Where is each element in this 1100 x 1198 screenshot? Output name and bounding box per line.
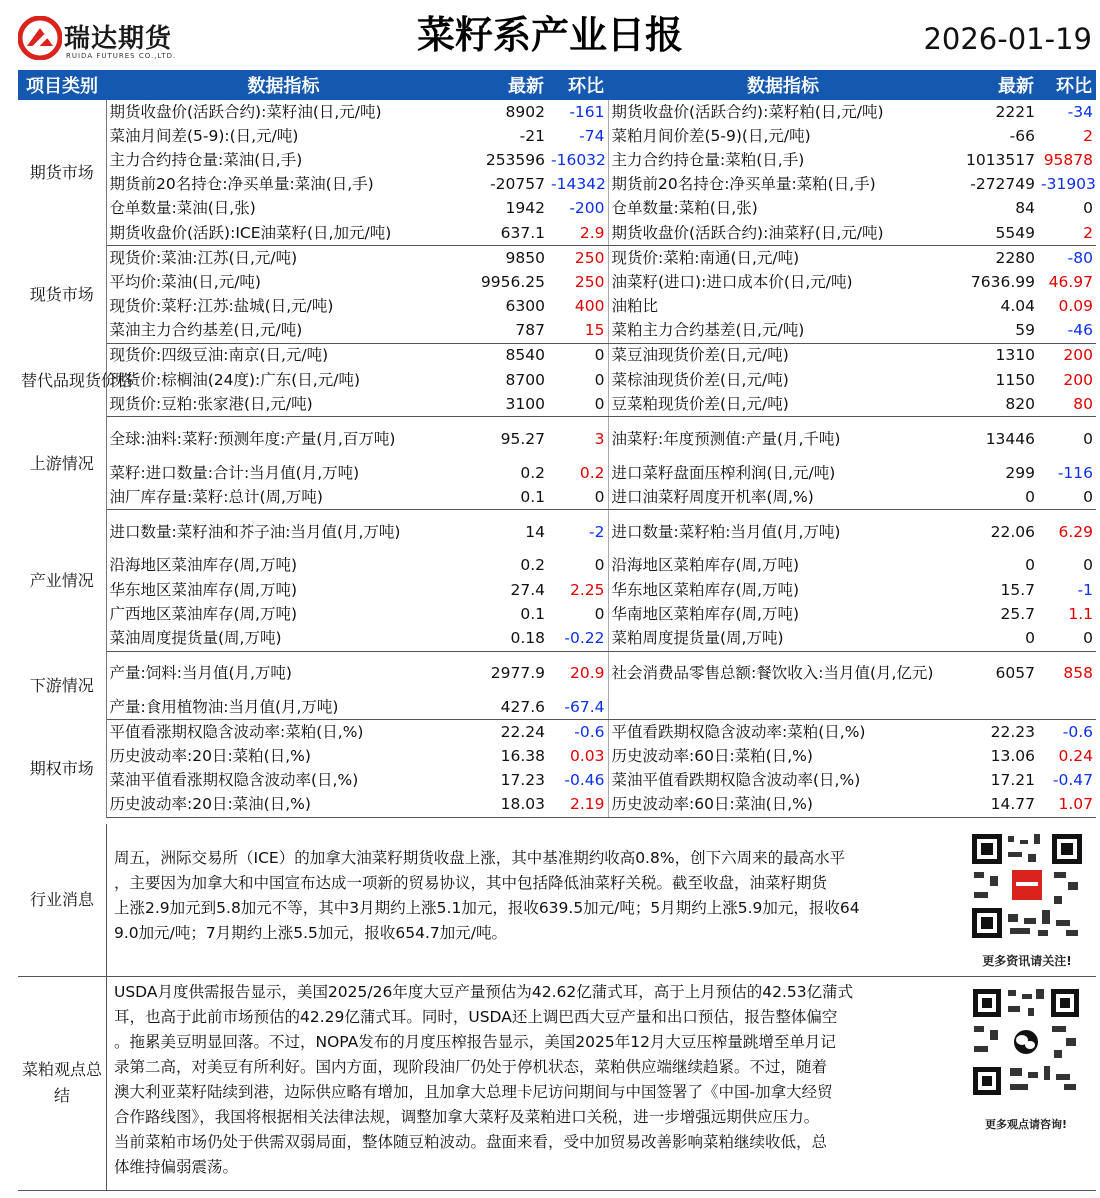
latest-left-cell: 8700 (505, 370, 545, 389)
indicator-left-cell: 期货前20名持仓:净买单量:菜油(日,手) (109, 175, 374, 194)
latest-left-cell: 17.23 (500, 771, 545, 790)
latest-left-cell: 2977.9 (490, 663, 545, 682)
qr-code-icon (968, 830, 1086, 942)
indicator-right-cell: 菜棕油现货价差(日,元/吨) (611, 370, 789, 389)
latest-right-cell: 14.77 (958, 793, 1038, 818)
text-line: 耳，也高于此前市场预估的42.29亿蒲式耳。同时，USDA还上调巴西大豆产量和出口预估，报告整体偏空 (114, 1008, 838, 1026)
indicator-left-cell: 菜籽:进口数量:合计:当月值(月,万吨) (109, 463, 360, 482)
change-right-cell: 0.24 (1058, 747, 1093, 766)
table-row (18, 578, 1096, 602)
change-left-cell: -161 (548, 100, 608, 124)
change-left-cell: 2.19 (548, 793, 608, 818)
change-left-cell: -0.46 (548, 769, 608, 793)
text-line: 。拖累美豆明显回落。不过，NOPA发布的月度压榨报告显示，美国2025年12月大豆压榨量跳增至单月记 (114, 1033, 836, 1051)
latest-left-cell: 27.4 (510, 580, 545, 599)
table-row (18, 554, 1096, 578)
change-left-cell: -14342 (548, 173, 608, 197)
indicator-right-cell: 进口油菜籽周度开机率(周,%) (608, 485, 958, 510)
change-right-cell: 200 (1063, 346, 1093, 365)
change-right-cell: 0 (1038, 485, 1096, 510)
change-right-cell (1038, 695, 1096, 720)
indicator-left-cell: 现货价:菜油:江苏(日,元/吨) (109, 248, 298, 267)
category-cell: 替代品现货价格 (18, 343, 106, 417)
change-left-cell: -0.22 (548, 626, 608, 651)
category-cell: 下游情况 (18, 651, 106, 720)
table-row (18, 417, 1096, 461)
latest-right-cell: 1310 (995, 346, 1035, 365)
change-right-cell: 0 (1083, 556, 1093, 575)
change-left-cell: 0 (548, 602, 608, 626)
latest-left-cell: 9850 (505, 248, 545, 267)
indicator-left-cell: 历史波动率:20日:菜油(日,%) (106, 793, 461, 818)
news-qr-caption: 更多资讯请关注! (982, 954, 1072, 968)
change-right-cell: 0 (1083, 429, 1093, 448)
latest-left-cell: 0.1 (461, 485, 548, 510)
news-text (114, 846, 860, 946)
indicator-left-cell: 产量:食用植物油:当月值(月,万吨) (106, 695, 461, 720)
text-line: 周五，洲际交易所（ICE）的加拿大油菜籽期货收盘上涨，其中基准期约收高0.8%，创下六周来的最高水平 (114, 849, 846, 867)
latest-left-cell: 6300 (505, 297, 545, 316)
view-text (114, 980, 853, 1180)
indicator-right-cell: 菜粕月间价差(5-9)(日,元/吨) (611, 126, 811, 145)
change-left-cell: 0 (548, 368, 608, 392)
change-right-cell: 0 (1038, 626, 1096, 651)
latest-left-cell: 427.6 (461, 695, 548, 720)
text-line: 澳大利亚菜籽陆续到港，边际供应略有增加，且加拿大总理卡尼访问期间与中国签署了《中国-加拿大经贸 (114, 1083, 833, 1101)
indicator-left-cell: 菜油周度提货量(周,万吨) (106, 626, 461, 651)
indicator-left-cell: 仓单数量:菜油(日,张) (109, 199, 256, 218)
latest-left-cell: 253596 (485, 150, 545, 169)
text-line: 合作路线图》，我国将根据相关法律法规，调整加拿大菜籽及菜粕进口关税，进一步增强远期供应压力。 (114, 1108, 820, 1126)
table-row (18, 461, 1096, 485)
table-row (18, 485, 1096, 510)
latest-left-cell: 0.18 (461, 626, 548, 651)
table-row (18, 510, 1096, 554)
indicator-right-cell: 历史波动率:60日:菜油(日,%) (608, 793, 958, 818)
change-right-cell: -46 (1038, 319, 1096, 344)
table-row (18, 221, 1096, 246)
indicator-left-cell: 华东地区菜油库存(周,万吨) (109, 580, 298, 599)
change-left-cell: 20.9 (548, 651, 608, 695)
change-right-cell: 80 (1038, 392, 1096, 417)
indicator-right-cell: 油菜籽:年度预测值:产量(月,千吨) (611, 429, 841, 448)
indicator-left-cell: 油厂库存量:菜籽:总计(周,万吨) (106, 485, 461, 510)
logo-name: 瑞达期货 (64, 24, 173, 54)
change-left-cell: 2.25 (548, 578, 608, 602)
change-left-cell: 250 (548, 246, 608, 271)
indicator-right-cell: 社会消费品零售总额:餐饮收入:当月值(月,亿元) (611, 663, 934, 682)
change-right-cell: 2 (1083, 126, 1093, 145)
change-right-cell: -31903 (1041, 175, 1096, 194)
indicator-left-cell: 现货价:菜籽:江苏:盐城(日,元/吨) (109, 297, 334, 316)
category-cell: 现货市场 (18, 246, 106, 344)
indicator-left-cell: 全球:油料:菜籽:预测年度:产量(月,百万吨) (109, 429, 396, 448)
latest-right-cell: -66 (1009, 126, 1035, 145)
indicator-left-cell: 进口数量:菜籽油和芥子油:当月值(月,万吨) (109, 522, 401, 541)
latest-left-cell: 8902 (505, 102, 545, 121)
indicator-left-cell: 菜油主力合约基差(日,元/吨) (106, 319, 461, 344)
change-right-cell: 95878 (1043, 150, 1093, 169)
change-left-cell: 0.2 (548, 461, 608, 485)
indicator-right-cell: 沿海地区菜粕库存(周,万吨) (611, 556, 800, 575)
indicator-right-cell: 豆菜粕现货价差(日,元/吨) (608, 392, 958, 417)
view-qr-caption: 更多观点请咨询! (984, 1118, 1068, 1131)
change-left-cell: -200 (548, 197, 608, 221)
latest-right-cell (958, 695, 1038, 720)
report-header (0, 0, 1100, 68)
latest-right-cell: 25.7 (1000, 604, 1035, 623)
latest-left-cell: 1942 (505, 199, 545, 218)
indicator-right-cell: 期货收盘价(活跃合约):菜籽粕(日,元/吨) (611, 102, 884, 121)
indicator-right-cell (608, 695, 958, 720)
indicator-left-cell: 主力合约持仓量:菜油(日,手) (109, 150, 303, 169)
latest-left-cell: 14 (525, 522, 545, 541)
text-line: 9.0加元/吨；7月期约上涨5.5加元，报收654.7加元/吨。 (114, 924, 507, 942)
latest-right-cell: 1150 (995, 370, 1035, 389)
latest-right-cell: 59 (958, 319, 1038, 344)
table-row (18, 720, 1096, 745)
text-line: ，主要因为加拿大和中国宣布达成一项新的贸易协议，其中包括降低油菜籽关税。截至收盘，油菜籽期货 (114, 874, 828, 892)
table-row (18, 197, 1096, 221)
table-row (18, 602, 1096, 626)
table-row (18, 148, 1096, 172)
indicator-left-cell: 平均价:菜油(日,元/吨) (109, 272, 261, 291)
table-row (18, 626, 1096, 651)
change-right-cell: -34 (1067, 102, 1093, 121)
indicator-right-cell: 菜豆油现货价差(日,元/吨) (611, 346, 789, 365)
change-left-cell: 3 (548, 417, 608, 461)
indicator-left-cell: 期货收盘价(活跃合约):菜籽油(日,元/吨) (109, 102, 382, 121)
indicator-right-cell: 期货收盘价(活跃合约):油菜籽(日,元/吨) (608, 221, 958, 246)
change-left-cell: 0 (548, 343, 608, 368)
latest-left-cell: -21 (519, 126, 545, 145)
latest-right-cell: -272749 (970, 175, 1035, 194)
latest-right-cell: 7636.99 (970, 272, 1035, 291)
table-row (18, 368, 1096, 392)
latest-left-cell: 22.24 (500, 722, 545, 741)
latest-left-cell: 3100 (461, 392, 548, 417)
category-cell: 产业情况 (18, 510, 106, 651)
indicator-left-cell: 现货价:四级豆油:南京(日,元/吨) (109, 346, 329, 365)
change-left-cell: 0 (548, 485, 608, 510)
latest-right-cell: 0 (958, 626, 1038, 651)
change-left-cell: -16032 (548, 148, 608, 172)
latest-right-cell: 17.21 (990, 771, 1035, 790)
change-left-cell: -67.4 (548, 695, 608, 720)
text-line: 当前菜粕市场仍处于供需双弱局面，整体随豆粕波动。盘面来看，受中加贸易改善影响菜粕继续收低，总 (114, 1133, 828, 1151)
qr-code-icon (970, 986, 1082, 1098)
change-right-cell: 200 (1063, 370, 1093, 389)
latest-right-cell: 13446 (985, 429, 1035, 448)
latest-left-cell: 9956.25 (480, 272, 545, 291)
text-line: USDA月度供需报告显示，美国2025/26年度大豆产量预估为42.62亿蒲式耳，高于上月预估的42.53亿蒲式 (114, 983, 854, 1001)
indicator-left-cell: 菜油月间差(5-9):(日,元/吨) (109, 126, 299, 145)
indicator-left-cell: 广西地区菜油库存(周,万吨) (109, 604, 298, 623)
change-right-cell: 2 (1038, 221, 1096, 246)
meal-view-section (18, 976, 1096, 1191)
change-right-cell: 6.29 (1058, 522, 1093, 541)
change-left-cell: 400 (548, 295, 608, 319)
table-row (18, 769, 1096, 793)
table-row (18, 270, 1096, 294)
indicator-right-cell: 油粕比 (611, 297, 659, 316)
table-row (18, 295, 1096, 319)
table-row (18, 100, 1096, 124)
indicator-right-cell: 菜油平值看跌期权隐含波动率(日,%) (611, 771, 861, 790)
category-cell: 上游情况 (18, 417, 106, 510)
latest-right-cell: 820 (958, 392, 1038, 417)
text-line: 上涨2.9加元到5.8加元不等，其中3月期约上涨5.1加元，报收639.5加元/吨；5月期约上涨5.9加元，报收64 (114, 899, 860, 917)
indicator-right-cell: 华东地区菜粕库存(周,万吨) (611, 580, 800, 599)
indicator-right-cell: 华南地区菜粕库存(周,万吨) (611, 604, 800, 623)
latest-right-cell: 22.23 (990, 722, 1035, 741)
report-date: 2026-01-19 (923, 22, 1092, 56)
latest-right-cell: 0 (958, 485, 1038, 510)
table-row (18, 124, 1096, 148)
change-left-cell: 0 (548, 392, 608, 417)
news-label: 行业消息 (18, 824, 107, 976)
header-latest-left: 最新 (461, 70, 548, 100)
table-row (18, 695, 1096, 720)
latest-left-cell: 8540 (505, 346, 545, 365)
page-title: 菜籽系产业日报 (416, 13, 683, 57)
indicator-left-cell: 沿海地区菜油库存(周,万吨) (109, 556, 298, 575)
table-row (18, 793, 1096, 818)
latest-left-cell: 0.2 (520, 556, 545, 575)
category-cell: 期货市场 (18, 100, 106, 246)
latest-left-cell: 0.1 (520, 604, 545, 623)
logo-subtitle: RUIDA FUTURES CO.,LTD. (66, 52, 177, 60)
change-right-cell: -116 (1057, 463, 1093, 482)
table-row (18, 343, 1096, 368)
indicator-left-cell: 现货价:豆粕:张家港(日,元/吨) (106, 392, 461, 417)
latest-left-cell: -20757 (490, 175, 545, 194)
latest-right-cell: 0 (1025, 556, 1035, 575)
table-row (18, 246, 1096, 271)
indicator-right-cell: 菜粕主力合约基差(日,元/吨) (608, 319, 958, 344)
indicator-right-cell: 期货前20名持仓:净买单量:菜粕(日,手) (611, 175, 876, 194)
latest-left-cell: 18.03 (461, 793, 548, 818)
header-latest-right: 最新 (958, 70, 1038, 100)
indicator-right-cell: 进口数量:菜籽粕:当月值(月,万吨) (611, 522, 841, 541)
indicator-left-cell: 历史波动率:20日:菜粕(日,%) (109, 747, 311, 766)
text-line: 体维持偏弱震荡。 (114, 1158, 239, 1176)
latest-right-cell: 4.04 (1000, 297, 1035, 316)
change-right-cell: 46.97 (1048, 272, 1093, 291)
change-right-cell: 0 (1083, 199, 1093, 218)
indicator-right-cell: 主力合约持仓量:菜粕(日,手) (611, 150, 805, 169)
text-line: 录第二高，对美豆有所利好。国内方面，现阶段油厂仍处于停机状态，菜粕供应端继续趋紧。不过，随着 (114, 1058, 828, 1076)
change-left-cell: 0.03 (548, 744, 608, 768)
indicator-right-cell: 菜粕周度提货量(周,万吨) (608, 626, 958, 651)
table-row (18, 173, 1096, 197)
indicator-right-cell: 油菜籽(进口):进口成本价(日,元/吨) (611, 272, 853, 291)
change-right-cell: -0.6 (1062, 722, 1093, 741)
latest-right-cell: 5549 (958, 221, 1038, 246)
header-change-left: 环比 (548, 70, 608, 100)
latest-right-cell: 2221 (995, 102, 1035, 121)
change-right-cell: -1 (1077, 580, 1093, 599)
indicator-left-cell: 产量:饲料:当月值(月,万吨) (109, 663, 292, 682)
view-label: 菜粕观点总结 (18, 976, 107, 1190)
change-right-cell: -0.47 (1052, 771, 1093, 790)
change-right-cell: -80 (1067, 248, 1093, 267)
indicator-right-cell: 现货价:菜粕:南通(日,元/吨) (611, 248, 800, 267)
header-change-right: 环比 (1038, 70, 1096, 100)
indicator-right-cell: 仓单数量:菜粕(日,张) (611, 199, 758, 218)
indicator-right-cell: 历史波动率:60日:菜粕(日,%) (611, 747, 813, 766)
header-indicator-left: 数据指标 (106, 70, 461, 100)
latest-right-cell: 84 (1015, 199, 1035, 218)
change-right-cell: 1.07 (1038, 793, 1096, 818)
header-category: 项目类别 (18, 70, 106, 100)
change-right-cell: 1.1 (1068, 604, 1093, 623)
latest-right-cell: 13.06 (990, 747, 1035, 766)
latest-right-cell: 22.06 (990, 522, 1035, 541)
change-right-cell: 0.09 (1058, 297, 1093, 316)
latest-right-cell: 1013517 (965, 150, 1035, 169)
change-left-cell: 0 (548, 554, 608, 578)
indicator-left-cell: 菜油平值看涨期权隐含波动率(日,%) (109, 771, 359, 790)
indicator-left-cell: 现货价:棕榈油(24度):广东(日,元/吨) (109, 370, 361, 389)
table-header-row (18, 70, 1096, 100)
table-body (18, 100, 1096, 818)
table-row (18, 744, 1096, 768)
change-left-cell: 2.9 (548, 221, 608, 246)
change-right-cell: 858 (1063, 663, 1093, 682)
latest-left-cell: 95.27 (500, 429, 545, 448)
change-left-cell: -2 (548, 510, 608, 554)
change-left-cell: -0.6 (548, 720, 608, 745)
indicator-right-cell: 进口菜籽盘面压榨利润(日,元/吨) (611, 463, 836, 482)
change-left-cell: 15 (548, 319, 608, 344)
table-row (18, 392, 1096, 417)
indicator-left-cell: 期货收盘价(活跃):ICE油菜籽(日,加元/吨) (106, 221, 461, 246)
latest-right-cell: 15.7 (1000, 580, 1035, 599)
table-row (18, 651, 1096, 695)
data-table (18, 70, 1096, 818)
latest-left-cell: 16.38 (500, 747, 545, 766)
latest-left-cell: 0.2 (520, 463, 545, 482)
indicator-right-cell: 平值看跌期权隐含波动率:菜粕(日,%) (611, 722, 866, 741)
latest-right-cell: 2280 (995, 248, 1035, 267)
header-indicator-right: 数据指标 (608, 70, 958, 100)
latest-left-cell: 787 (461, 319, 548, 344)
change-left-cell: 250 (548, 270, 608, 294)
latest-right-cell: 6057 (995, 663, 1035, 682)
table-row (18, 319, 1096, 344)
category-cell: 期权市场 (18, 720, 106, 818)
latest-right-cell: 299 (1005, 463, 1035, 482)
industry-news-section (18, 824, 1096, 977)
latest-left-cell: 637.1 (461, 221, 548, 246)
change-left-cell: -74 (548, 124, 608, 148)
indicator-left-cell: 平值看涨期权隐含波动率:菜粕(日,%) (109, 722, 364, 741)
